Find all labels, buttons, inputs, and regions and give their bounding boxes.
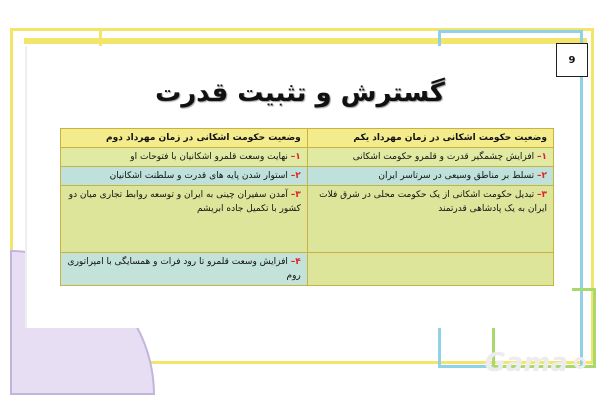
item-text: نهایت وسعت قلمرو اشکانیان با فتوحات او xyxy=(130,152,291,162)
slide-title: گسترش و تثبیت قدرت xyxy=(155,78,445,108)
column-header: وضعیت حکومت اشکانی در زمان مهرداد دوم xyxy=(61,129,308,148)
item-number: ۳ xyxy=(541,190,547,200)
item-number: ۱ xyxy=(295,152,301,162)
watermark-text: Gama xyxy=(484,348,568,378)
item-text: افزایش چشمگیر قدرت و قلمرو حکومت اشکانی xyxy=(352,152,537,162)
comparison-table xyxy=(60,128,554,286)
item-text: تبدیل حکومت اشکانی از یک حکومت محلی در شرق فلات ایران به یک پادشاهی قدرتمند xyxy=(319,190,547,214)
item-number: ۲ xyxy=(295,171,301,181)
item-number: ۴ xyxy=(295,257,301,267)
table-row xyxy=(61,253,554,286)
item-number: ۳ xyxy=(295,190,301,200)
item-text: افزایش وسعت قلمرو تا رود فرات و همسایگی با امپراتوری روم xyxy=(67,257,301,281)
item-number: ۱ xyxy=(541,152,547,162)
item-text: تسلط بر مناطق وسیعی در سرتاسر ایران xyxy=(378,171,537,181)
table-row xyxy=(61,167,554,186)
table-cell: ۲– تسلط بر مناطق وسیعی در سرتاسر ایران xyxy=(307,167,553,186)
page-number: 9 xyxy=(556,43,588,77)
item-text: آمدن سفیران چینی به ایران و توسعه روابط تجاری میان دو کشور با تکمیل جاده ابریشم xyxy=(68,190,301,214)
watermark-logo xyxy=(426,343,586,383)
table-header-row xyxy=(61,129,554,148)
item-text: استوار شدن پایه های قدرت و سلطنت اشکانیان xyxy=(109,171,291,181)
table-cell: ۳– آمدن سفیران چینی به ایران و توسعه روابط تجاری میان دو کشور با تکمیل جاده ابریشم xyxy=(61,186,308,253)
table-cell: ۳– تبدیل حکومت اشکانی از یک حکومت محلی در شرق فلات ایران به یک پادشاهی قدرتمند xyxy=(307,186,553,253)
watermark-mark-icon xyxy=(574,357,586,369)
item-number: ۲ xyxy=(541,171,547,181)
table-cell: ۱– نهایت وسعت قلمرو اشکانیان با فتوحات او xyxy=(61,148,308,167)
table-cell: ۲– استوار شدن پایه های قدرت و سلطنت اشکانیان xyxy=(61,167,308,186)
table-cell: ۱– افزایش چشمگیر قدرت و قلمرو حکومت اشکانی xyxy=(307,148,553,167)
column-header: وضعیت حکومت اشکانی در زمان مهرداد یکم xyxy=(307,129,553,148)
table-row xyxy=(61,148,554,167)
table-cell-empty xyxy=(307,253,553,286)
table-row xyxy=(61,186,554,253)
table-cell: ۴– افزایش وسعت قلمرو تا رود فرات و همسایگی با امپراتوری روم xyxy=(61,253,308,286)
